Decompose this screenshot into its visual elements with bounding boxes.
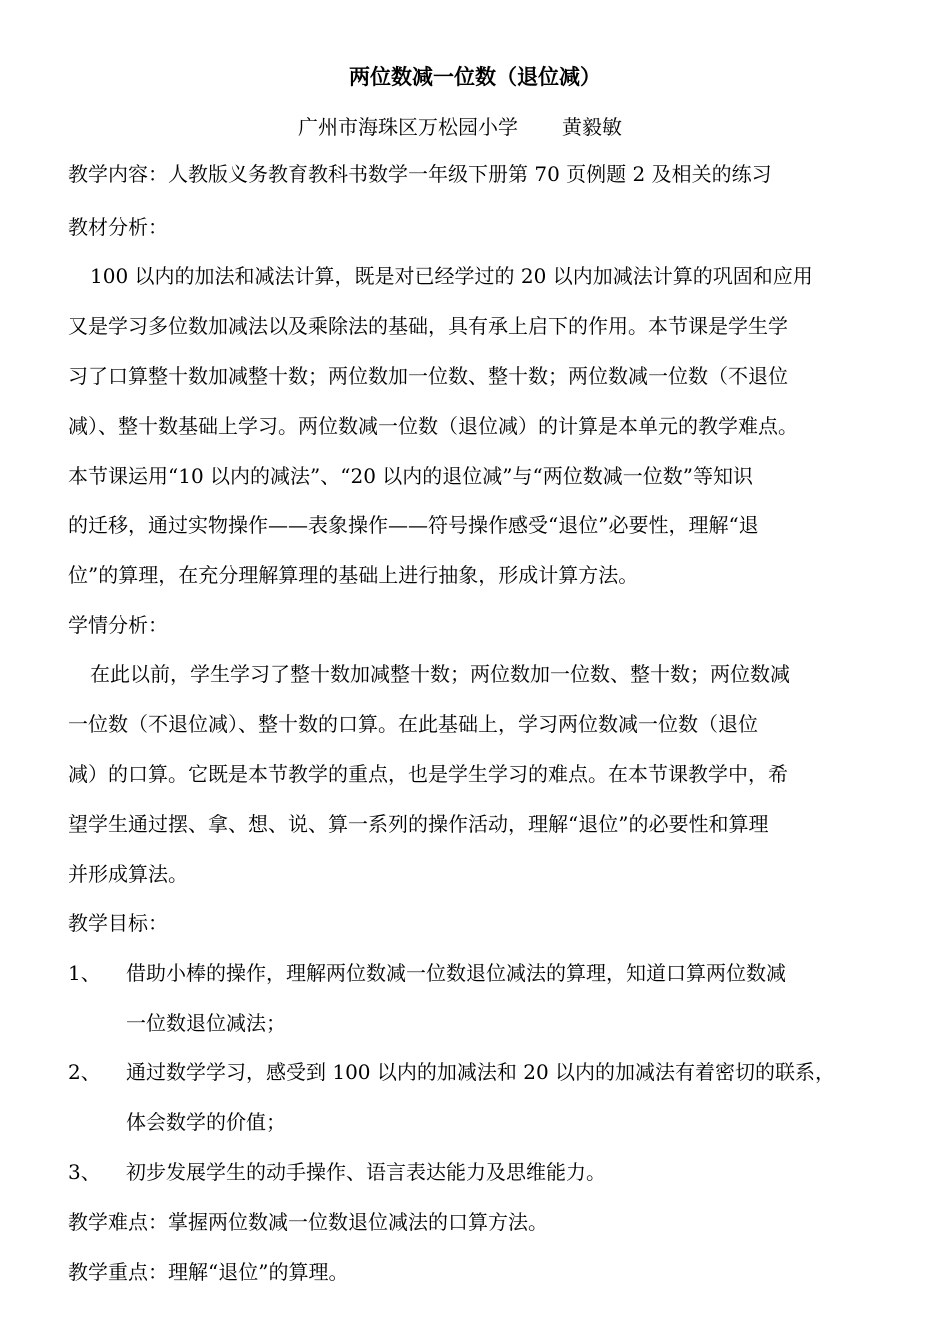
learner-line: 并形成算法。	[68, 862, 188, 886]
author-name: 黄毅敏	[562, 115, 622, 139]
goals-heading: 教学目标：	[68, 911, 168, 935]
analysis-line: 本节课运用“10 以内的减法”、“20 以内的退位减”与“两位数减一位数”等知识	[68, 464, 753, 488]
learner-line: 在此以前，学生学习了整十数加减整十数；两位数加一位数、整十数；两位数减	[90, 662, 790, 686]
analysis-line: 位”的算理，在充分理解算理的基础上进行抽象，形成计算方法。	[68, 563, 639, 587]
goal-text: 初步发展学生的动手操作、语言表达能力及思维能力。	[126, 1160, 606, 1184]
learner-line: 一位数（不退位减）、整十数的口算。在此基础上，学习两位数减一位数（退位	[68, 712, 758, 736]
analysis-line: 习了口算整十数加减整十数；两位数加一位数、整十数；两位数减一位数（不退位	[68, 364, 788, 388]
analysis-line: 减）、整十数基础上学习。两位数减一位数（退位减）的计算是本单元的教学难点。	[68, 414, 798, 438]
goal-text: 通过数学学习，感受到 100 以内的加减法和 20 以内的加减法有着密切的联系，	[126, 1060, 836, 1084]
teaching-content: 教学内容：人教版义务教育教科书数学一年级下册第 70 页例题 2 及相关的练习	[68, 162, 772, 186]
teaching-difficulty: 教学难点：掌握两位数减一位数退位减法的口算方法。	[68, 1210, 548, 1234]
teaching-keypoint: 教学重点：理解“退位”的算理。	[68, 1260, 349, 1284]
school-name: 广州市海珠区万松园小学	[298, 115, 518, 139]
analysis-line: 又是学习多位数加减法以及乘除法的基础，具有承上启下的作用。本节课是学生学	[68, 314, 788, 338]
author-line	[298, 112, 622, 142]
learner-heading: 学情分析：	[68, 613, 168, 637]
goal-text: 借助小棒的操作，理解两位数减一位数退位减法的算理，知道口算两位数减	[126, 961, 786, 985]
analysis-line: 的迁移，通过实物操作——表象操作——符号操作感受“退位”必要性，理解“退	[68, 513, 759, 537]
learner-line: 减）的口算。它既是本节教学的重点，也是学生学习的难点。在本节课教学中，希	[68, 762, 788, 786]
document-title: 两位数减一位数（退位减）	[349, 64, 601, 89]
analysis-line: 100 以内的加法和减法计算，既是对已经学过的 20 以内加减法计算的巩固和应用	[90, 264, 813, 288]
goal-number: 2、	[68, 1060, 101, 1084]
learner-line: 望学生通过摆、拿、想、说、算一系列的操作活动，理解“退位”的必要性和算理	[68, 812, 769, 836]
analysis-heading: 教材分析：	[68, 215, 168, 239]
goal-number: 1、	[68, 961, 101, 985]
goal-text-continued: 体会数学的价值；	[126, 1110, 286, 1134]
goal-number: 3、	[68, 1160, 101, 1184]
goal-text-continued: 一位数退位减法；	[126, 1011, 286, 1035]
